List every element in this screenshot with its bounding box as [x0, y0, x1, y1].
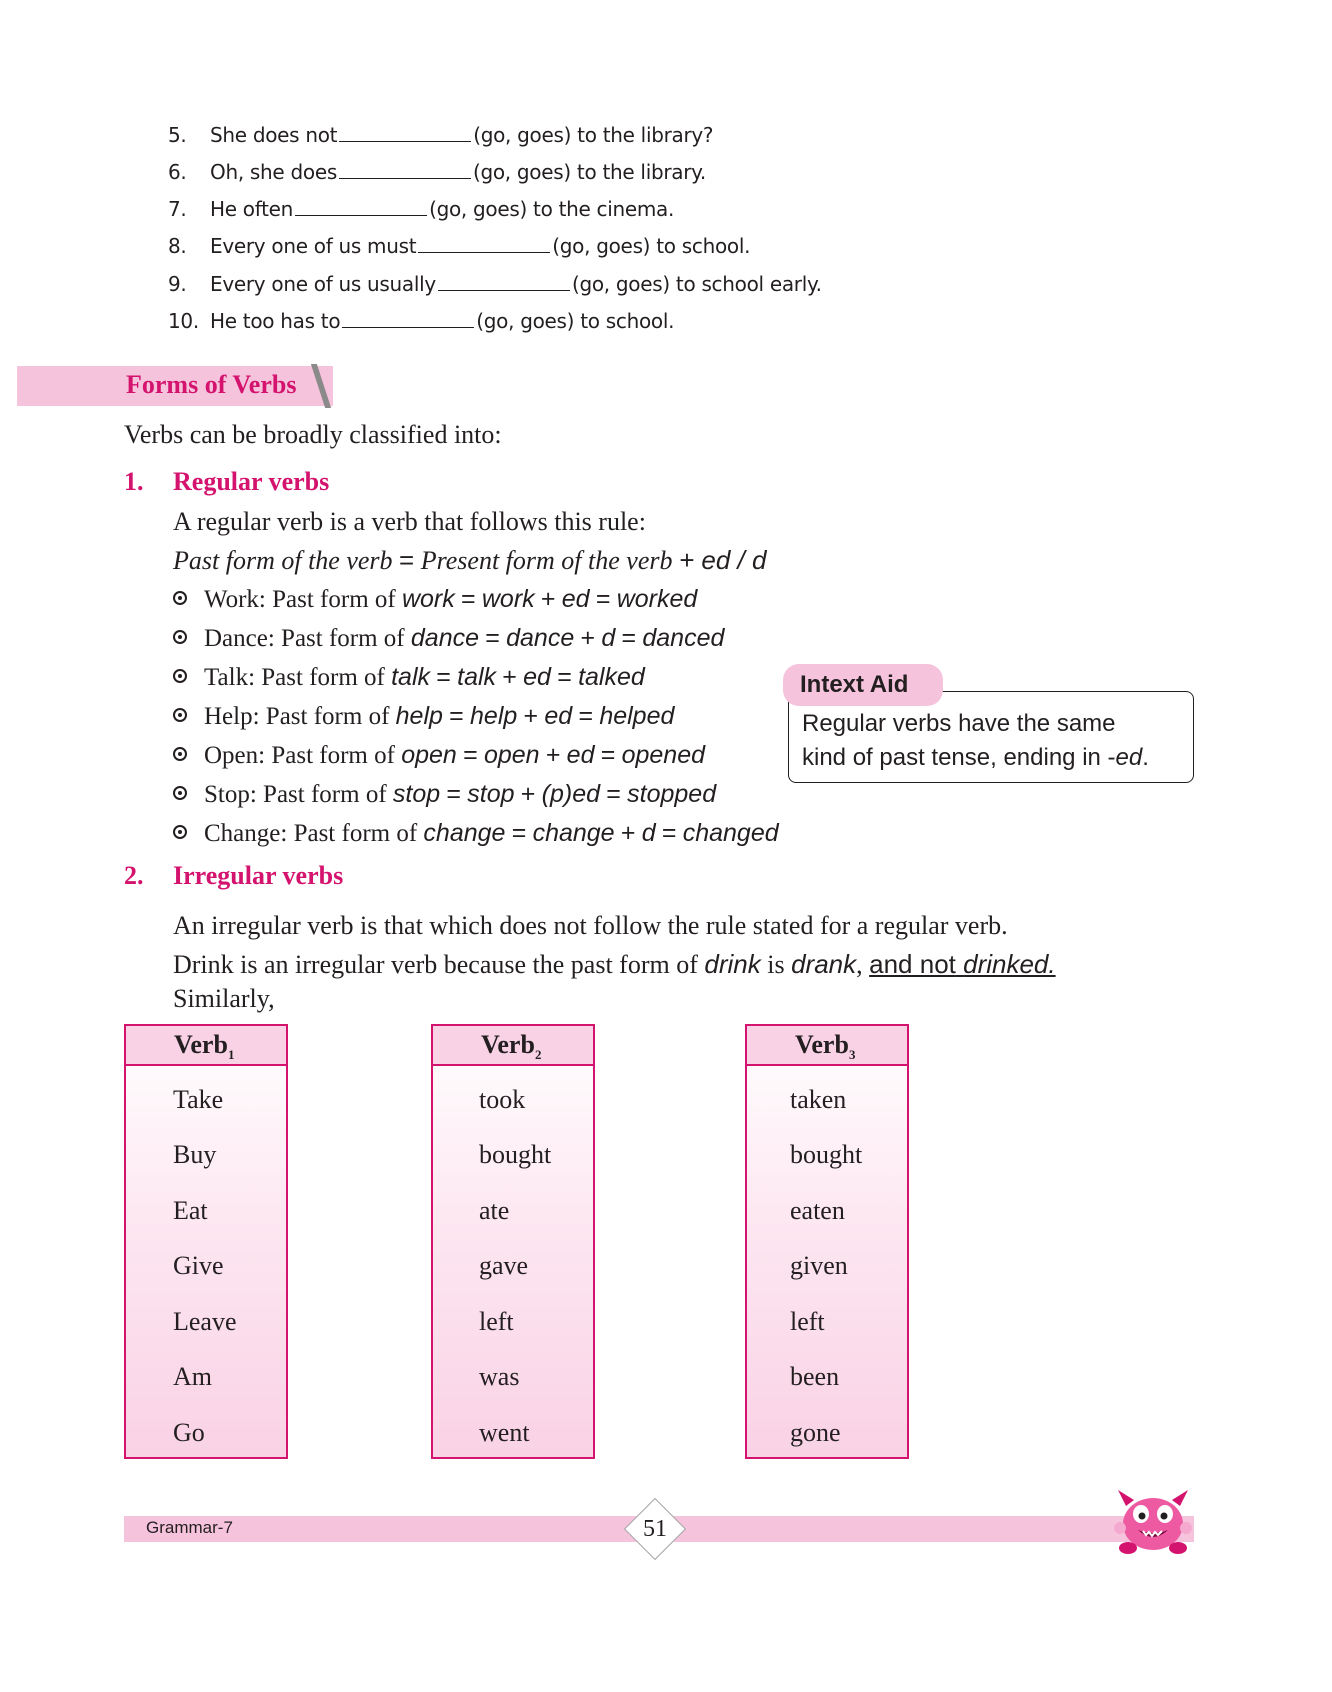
irregular-verb-definition: An irregular verb is that which does not follow the rule stated for a regular verb. — [173, 911, 1008, 940]
bullet-icon — [173, 747, 187, 761]
exercise-item: 6. Oh, she does (go, goes) to the library. — [168, 160, 706, 184]
bullet-icon — [173, 786, 187, 800]
answer-blank[interactable] — [418, 234, 550, 253]
similarly-text: Similarly, — [173, 984, 275, 1013]
exercise-number: 5. — [168, 123, 187, 147]
section-title: Forms of Verbs — [126, 370, 297, 399]
list-item: Help: Past form of help = help + ed = helped — [173, 700, 674, 733]
table-cell: Go — [173, 1418, 205, 1447]
exercise-item: 5. She does not (go, goes) to the library? — [168, 123, 714, 147]
table-cell: went — [479, 1418, 530, 1447]
regular-verbs-heading: Regular verbs — [173, 467, 330, 496]
list-item: Talk: Past form of talk = talk + ed = talked — [173, 661, 645, 694]
table-cell: eaten — [790, 1196, 845, 1225]
table-cell: gave — [479, 1251, 529, 1280]
list-item: Stop: Past form of stop = stop + (p)ed = stopped — [173, 778, 716, 811]
page-number: 51 — [643, 1516, 667, 1542]
intext-aid-text: Regular verbs have the same kind of past tense, ending in -ed. — [802, 710, 1149, 771]
exercise-number: 8. — [168, 234, 187, 258]
regular-verb-definition: A regular verb is a verb that follows this rule: — [173, 507, 646, 536]
table-cell: took — [479, 1085, 526, 1114]
table-cell: bought — [790, 1140, 863, 1169]
footer-book-title: Grammar-7 — [146, 1518, 233, 1537]
verb1-header: Verb$_1$ — [124, 1024, 288, 1066]
bullet-icon — [173, 708, 187, 722]
table-cell: Leave — [173, 1307, 237, 1336]
verb2-header: Verb$_2$ — [431, 1024, 595, 1066]
irregular-verbs-number: 2. — [124, 861, 144, 890]
table-cell: Take — [173, 1085, 224, 1114]
list-item: Work: Past form of work = work + ed = worked — [173, 583, 697, 616]
exercise-item: 7. He often (go, goes) to the cinema. — [168, 197, 675, 221]
table-cell: Give — [173, 1251, 224, 1280]
table-cell: left — [790, 1307, 825, 1336]
monster-mascot-icon — [1108, 1484, 1198, 1560]
table-cell: gone — [790, 1418, 841, 1447]
answer-blank[interactable] — [342, 309, 474, 328]
table-cell: been — [790, 1362, 840, 1391]
bullet-icon — [173, 669, 187, 683]
table-cell: was — [479, 1362, 520, 1391]
table-cell: taken — [790, 1085, 847, 1114]
list-item: Change: Past form of change = change + d = changed — [173, 817, 779, 850]
exercise-number: 6. — [168, 160, 187, 184]
exercise-number: 9. — [168, 272, 187, 296]
exercise-item: 10. He too has to (go, goes) to school. — [168, 309, 675, 333]
table-cell: given — [790, 1251, 848, 1280]
list-item: Dance: Past form of dance = dance + d = danced — [173, 622, 724, 655]
answer-blank[interactable] — [438, 272, 570, 291]
exercise-item: 9. Every one of us usually (go, goes) to school early. — [168, 272, 822, 296]
bullet-icon — [173, 591, 187, 605]
answer-blank[interactable] — [295, 197, 427, 216]
intro-text: Verbs can be broadly classified into: — [124, 420, 502, 449]
regular-verbs-number: 1. — [124, 467, 144, 496]
list-item: Open: Past form of open = open + ed = opened — [173, 739, 705, 772]
table-cell: Am — [173, 1362, 212, 1391]
answer-blank[interactable] — [339, 123, 471, 142]
table-cell: Eat — [173, 1196, 208, 1225]
bullet-icon — [173, 825, 187, 839]
irregular-verbs-heading: Irregular verbs — [173, 861, 344, 890]
bullet-icon — [173, 630, 187, 644]
answer-blank[interactable] — [339, 160, 471, 179]
exercise-number: 10. — [168, 309, 199, 333]
regular-verb-rule: Past form of the verb = Present form of the verb + ed / d — [173, 545, 767, 575]
exercise-number: 7. — [168, 197, 187, 221]
table-cell: Buy — [173, 1140, 217, 1169]
irregular-verb-example: Drink is an irregular verb because the past form of drink is drank, and not drinked. — [173, 949, 1056, 979]
intext-aid-title: Intext Aid — [783, 664, 943, 706]
verb3-header: Verb$_3$ — [745, 1024, 909, 1066]
table-cell: ate — [479, 1196, 510, 1225]
table-cell: left — [479, 1307, 514, 1336]
table-cell: bought — [479, 1140, 552, 1169]
exercise-item: 8. Every one of us must (go, goes) to school. — [168, 234, 751, 258]
